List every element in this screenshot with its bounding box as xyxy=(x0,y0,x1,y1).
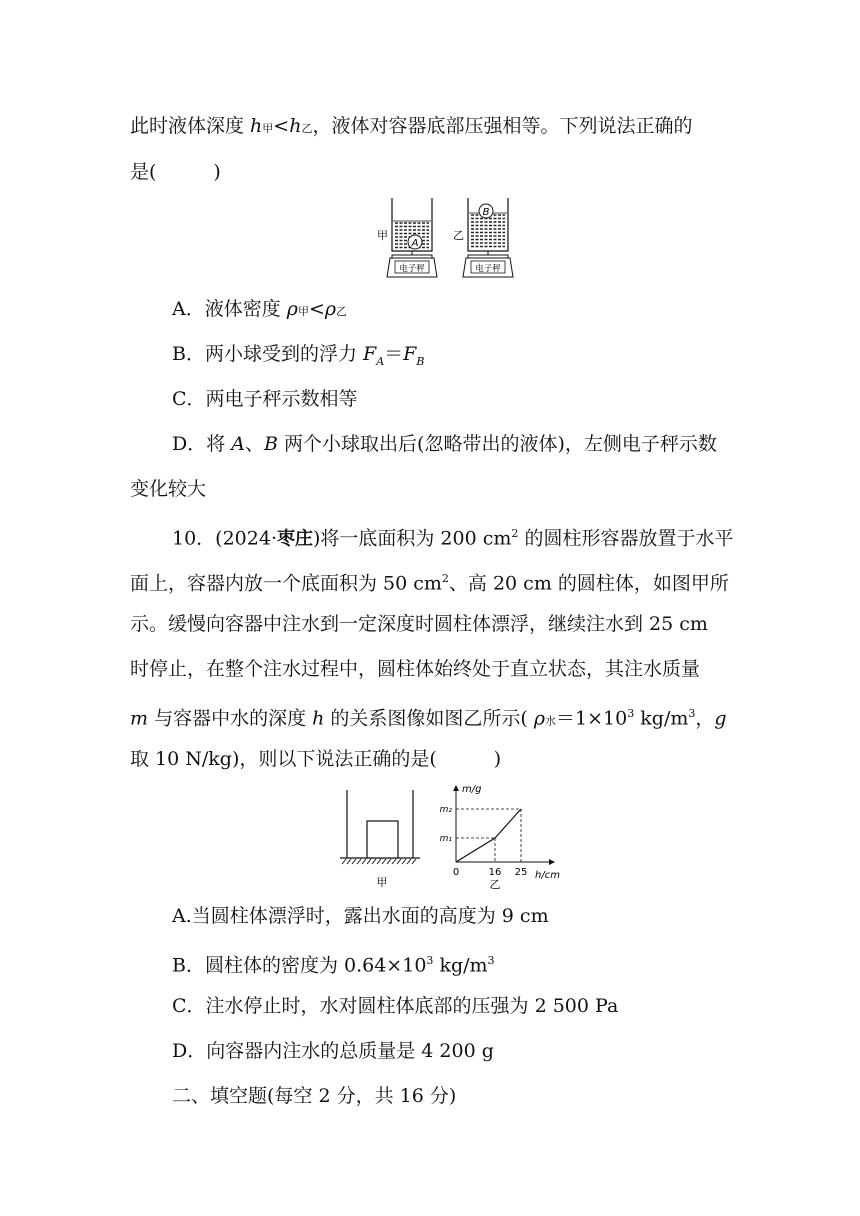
cylinder xyxy=(367,821,398,858)
q9-option-c: C．两电子秤示数相等 xyxy=(172,388,358,410)
q10-line3: 示。缓慢向容器中注水到一定深度时圆柱体漂浮，继续注水到 25 cm xyxy=(130,613,708,635)
svg-text:B: B xyxy=(482,207,490,218)
q9-option-d-line2: 变化较大 xyxy=(130,478,207,500)
section-heading: 二、填空题(每空 2 分，共 16 分) xyxy=(172,1085,457,1107)
q9-stem-line2: 是( ) xyxy=(130,161,221,183)
q9-figure xyxy=(375,193,525,283)
svg-text:A: A xyxy=(411,238,419,249)
x-axis-label: h/cm xyxy=(535,870,560,881)
y-axis-label: m/g xyxy=(462,784,482,795)
q10-line4: 时停止，在整个注水过程中，圆柱体始终处于直立状态，其注水质量 xyxy=(130,658,701,680)
tick-25: 25 xyxy=(514,867,528,878)
label-yi: 乙 xyxy=(453,229,464,242)
q10-line2: 面上，容器内放一个底面积为 50 $cm^2$、高 20 cm 的圆柱体，如图甲所 xyxy=(130,572,729,595)
q10-line5: m 与容器中水的深度 h 的关系图像如图乙所示( ρ水$=1\times 10^3$ $kg/m^3$，g xyxy=(130,707,727,730)
label-jia: 甲 xyxy=(377,229,388,242)
tick-m1: m₁ xyxy=(439,834,452,844)
q10-line6: 取 10 N/kg)，则以下说法正确的是( ) xyxy=(130,748,502,770)
q10-figure-jia xyxy=(335,785,425,890)
q10-line1: 10．(2024·枣庄)将一底面积为 200 $cm^2$ 的圆柱形容器放置于水平 xyxy=(172,527,734,550)
tick-0: 0 xyxy=(452,867,460,878)
graph-line xyxy=(456,809,521,862)
container-jia xyxy=(377,198,437,277)
tick-m2: m₂ xyxy=(439,805,452,815)
q10-graph-yi xyxy=(432,778,567,890)
q9-option-a: A．液体密度 ρ甲<ρ乙 xyxy=(172,298,348,320)
svg-text:电子秤: 电子秤 xyxy=(399,264,425,274)
container-yi xyxy=(453,198,513,277)
tick-16: 16 xyxy=(488,867,502,878)
q9-option-b: B．两小球受到的浮力 $F_A=F_B$ xyxy=(172,343,425,368)
q9-stem-line1: 此时液体深度 h甲<h乙，液体对容器底部压强相等。下列说法正确的 xyxy=(130,115,693,137)
q10-option-c: C．注水停止时，水对圆柱体底部的压强为 2 500 Pa xyxy=(172,995,619,1017)
q9-option-d-line1: D．将 A、B 两个小球取出后(忽略带出的液体)，左侧电子秤示数 xyxy=(172,433,717,455)
q10-option-a: A.当圆柱体漂浮时，露出水面的高度为 9 cm xyxy=(172,905,549,927)
q10-option-d: D．向容器内注水的总质量是 4 200 g xyxy=(172,1040,494,1062)
label-jia: 甲 xyxy=(376,876,388,889)
svg-text:电子秤: 电子秤 xyxy=(475,264,501,274)
q10-option-b: B．圆柱体的密度为 $0.64\times 10^3$ $kg/m^3$ xyxy=(172,954,495,977)
label-yi: 乙 xyxy=(489,878,501,890)
